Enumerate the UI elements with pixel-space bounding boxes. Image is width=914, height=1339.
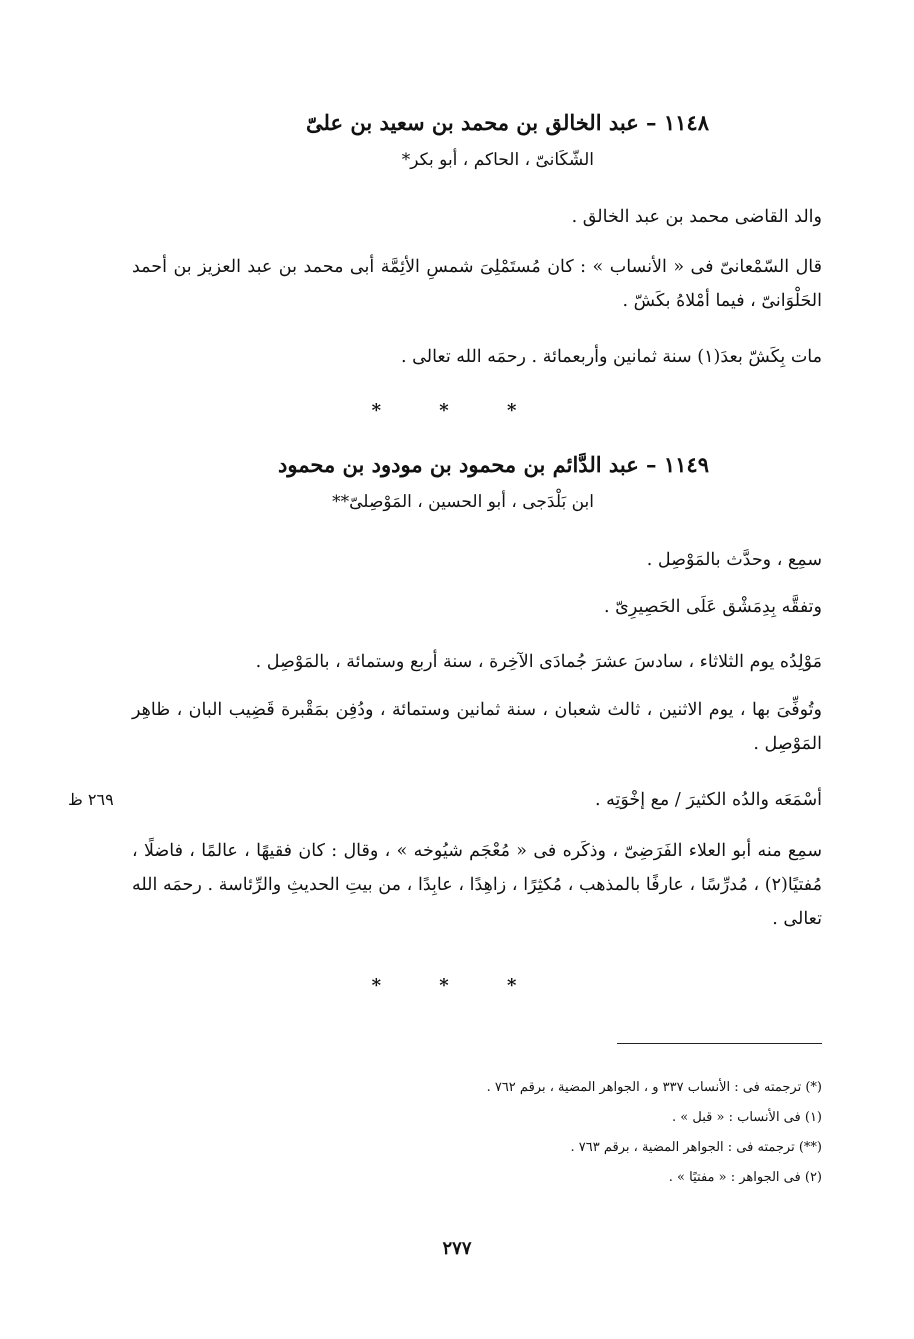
footnote: (١) فى الأنساب : « قبل » . <box>672 1110 822 1125</box>
paragraph: سمِع ، وحدَّث بالمَوْصِل . <box>646 550 822 570</box>
footnote: (*) ترجمته فى : الأنساب ٣٣٧ و ، الجواهر المضية ، برقم ٧٦٢ . <box>486 1080 822 1095</box>
paragraph: قال السّمْعانىّ فى « الأنساب » : كان مُستَمْلِىَ شمسِ الأئِمَّة أبى محمد بن عبد العزيز بن أحمد الحَلْوَانىّ ، فيما أمْلاهُ بكَشّ . <box>132 257 822 311</box>
folio-margin-note: ٢٦٩ ظ <box>68 790 114 809</box>
entry-heading-1148: ١١٤٨ – عبد الخالق بن محمد بن سعيد بن علىّ <box>306 110 709 135</box>
paragraph: مات بِكَشّ بعدَ(١) سنة ثمانين وأربعمائة . رحمَه الله تعالى . <box>401 347 822 367</box>
section-separator: * * * <box>371 975 543 996</box>
paragraph: أسْمَعَه والدُه الكثيرَ / مع إخْوَتِه . <box>594 790 822 810</box>
entry-subheading-1149: ابن بَلْدَجى ، أبو الحسين ، المَوْصِلىّ** <box>332 492 594 512</box>
paragraph: مَوْلِدُه يوم الثلاثاء ، سادسَ عشرَ جُمادَى الآخِرة ، سنة أربع وستمائة ، بالمَوْصِل . <box>255 652 822 672</box>
footnote-rule <box>617 1043 822 1044</box>
entry-heading-1149: ١١٤٩ – عبد الدَّائم بن محمود بن مودود بن محمود <box>278 452 709 477</box>
paragraph: والد القاضى محمد بن عبد الخالق . <box>571 207 822 227</box>
page-number: ٢٧٧ <box>442 1238 472 1259</box>
entry-subheading-1148: الشّكَانىّ ، الحاكم ، أبو بكر* <box>401 150 594 170</box>
footnote: (**) ترجمته فى : الجواهر المضية ، برقم ٧٦٣ . <box>570 1140 822 1155</box>
paragraph: وتُوفِّىَ بها ، يوم الاثنين ، ثالث شعبان ، سنة ثمانين وستمائة ، ودُفِن بمَقْبرة قَضِيب البان ، ظاهِر المَوْصِل . <box>132 700 822 754</box>
footnote: (٢) فى الجواهر : « مفتيًا » . <box>668 1170 822 1185</box>
paragraph: وتفقَّه بِدِمَشْق عَلَى الحَصِيرِىّ . <box>604 597 822 617</box>
section-separator: * * * <box>371 400 543 421</box>
paragraph: سمِع منه أبو العلاء الفَرَضِىّ ، وذكَره فى « مُعْجَم شيُوخه » ، وقال : كان فقيهًا ، عالمًا ، فاضلًا ، مُفتيًا(٢) ، مُدرِّسًا ، عارفًا بالمذهب ، مُكثِرًا ، زاهِدًا ، عابِدًا ، من بيتِ الحديثِ والرِّئاسة . رحمَه الله تعالى . <box>132 841 822 929</box>
